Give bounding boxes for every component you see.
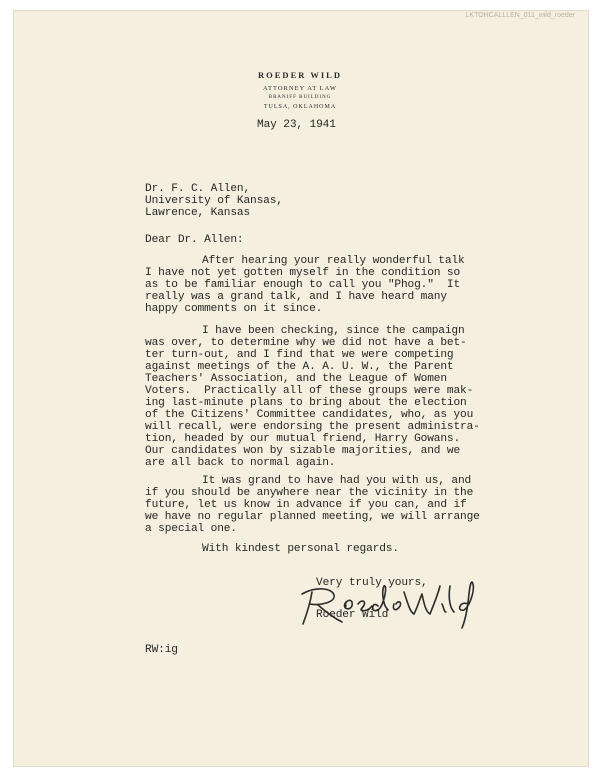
body-line: are all back to normal again. bbox=[145, 457, 336, 469]
closing: Very truly yours, bbox=[316, 577, 428, 589]
body-line: I have not yet gotten myself in the condition so bbox=[145, 267, 461, 279]
letter-date: May 23, 1941 bbox=[257, 119, 336, 131]
body-line: if you should be anywhere near the vicinity in the bbox=[145, 487, 474, 499]
body-line: After hearing your really wonderful talk bbox=[202, 255, 465, 267]
body-line: really was a grand talk, and I have heard many bbox=[145, 291, 447, 303]
body-line: of the Citizens' Committee candidates, who, as you bbox=[145, 409, 474, 421]
letterhead-building: BRANIFF BUILDING bbox=[268, 95, 332, 100]
body-line: we have no regular planned meeting, we will arrange bbox=[145, 511, 480, 523]
letterhead-name: ROEDER WILD bbox=[258, 70, 342, 80]
body-line: future, let us know in advance if you can, and if bbox=[145, 499, 467, 511]
letterhead-title: ATTORNEY AT LAW bbox=[263, 85, 337, 92]
salutation: Dear Dr. Allen: bbox=[145, 234, 244, 246]
body-line: will recall, were endorsing the present administra- bbox=[145, 421, 480, 433]
body-line: ter turn-out, and I find that we were competing bbox=[145, 349, 454, 361]
body-line: Voters. Practically all of these groups were mak- bbox=[145, 385, 474, 397]
body-line: happy comments on it since. bbox=[145, 303, 323, 315]
signature-text: Roeder Wild bbox=[388, 630, 395, 631]
body-line: tion, headed by our mutual friend, Harry Gowans. bbox=[145, 433, 461, 445]
body-line: a special one. bbox=[145, 523, 237, 535]
letterhead-city: TULSA, OKLAHOMA bbox=[263, 104, 337, 110]
body-line: ing last-minute plans to bring about the election bbox=[145, 397, 467, 409]
body-line: It was grand to have had you with us, and bbox=[202, 475, 472, 487]
recipient-line: Dr. F. C. Allen, bbox=[145, 183, 251, 195]
archive-id: LKTOHCALLLEN_011_wild_roeder bbox=[465, 12, 575, 19]
body-line: I have been checking, since the campaign bbox=[202, 325, 465, 337]
handwritten-signature bbox=[298, 580, 478, 632]
signer-name: Roeder Wild bbox=[316, 609, 389, 621]
body-line: was over, to determine why we did not have a bet- bbox=[145, 337, 467, 349]
body-line: Teachers' Association, and the League of Women bbox=[145, 373, 447, 385]
body-line: With kindest personal regards. bbox=[202, 543, 399, 555]
reference-initials: RW:ig bbox=[145, 644, 178, 656]
recipient-line: University of Kansas, bbox=[145, 195, 283, 207]
body-line: against meetings of the A. A. U. W., the Parent bbox=[145, 361, 454, 373]
body-line: Our candidates won by sizable majorities, and we bbox=[145, 445, 461, 457]
body-line: as to be familiar enough to call you "Phog." It bbox=[145, 279, 461, 291]
recipient-line: Lawrence, Kansas bbox=[145, 207, 251, 219]
